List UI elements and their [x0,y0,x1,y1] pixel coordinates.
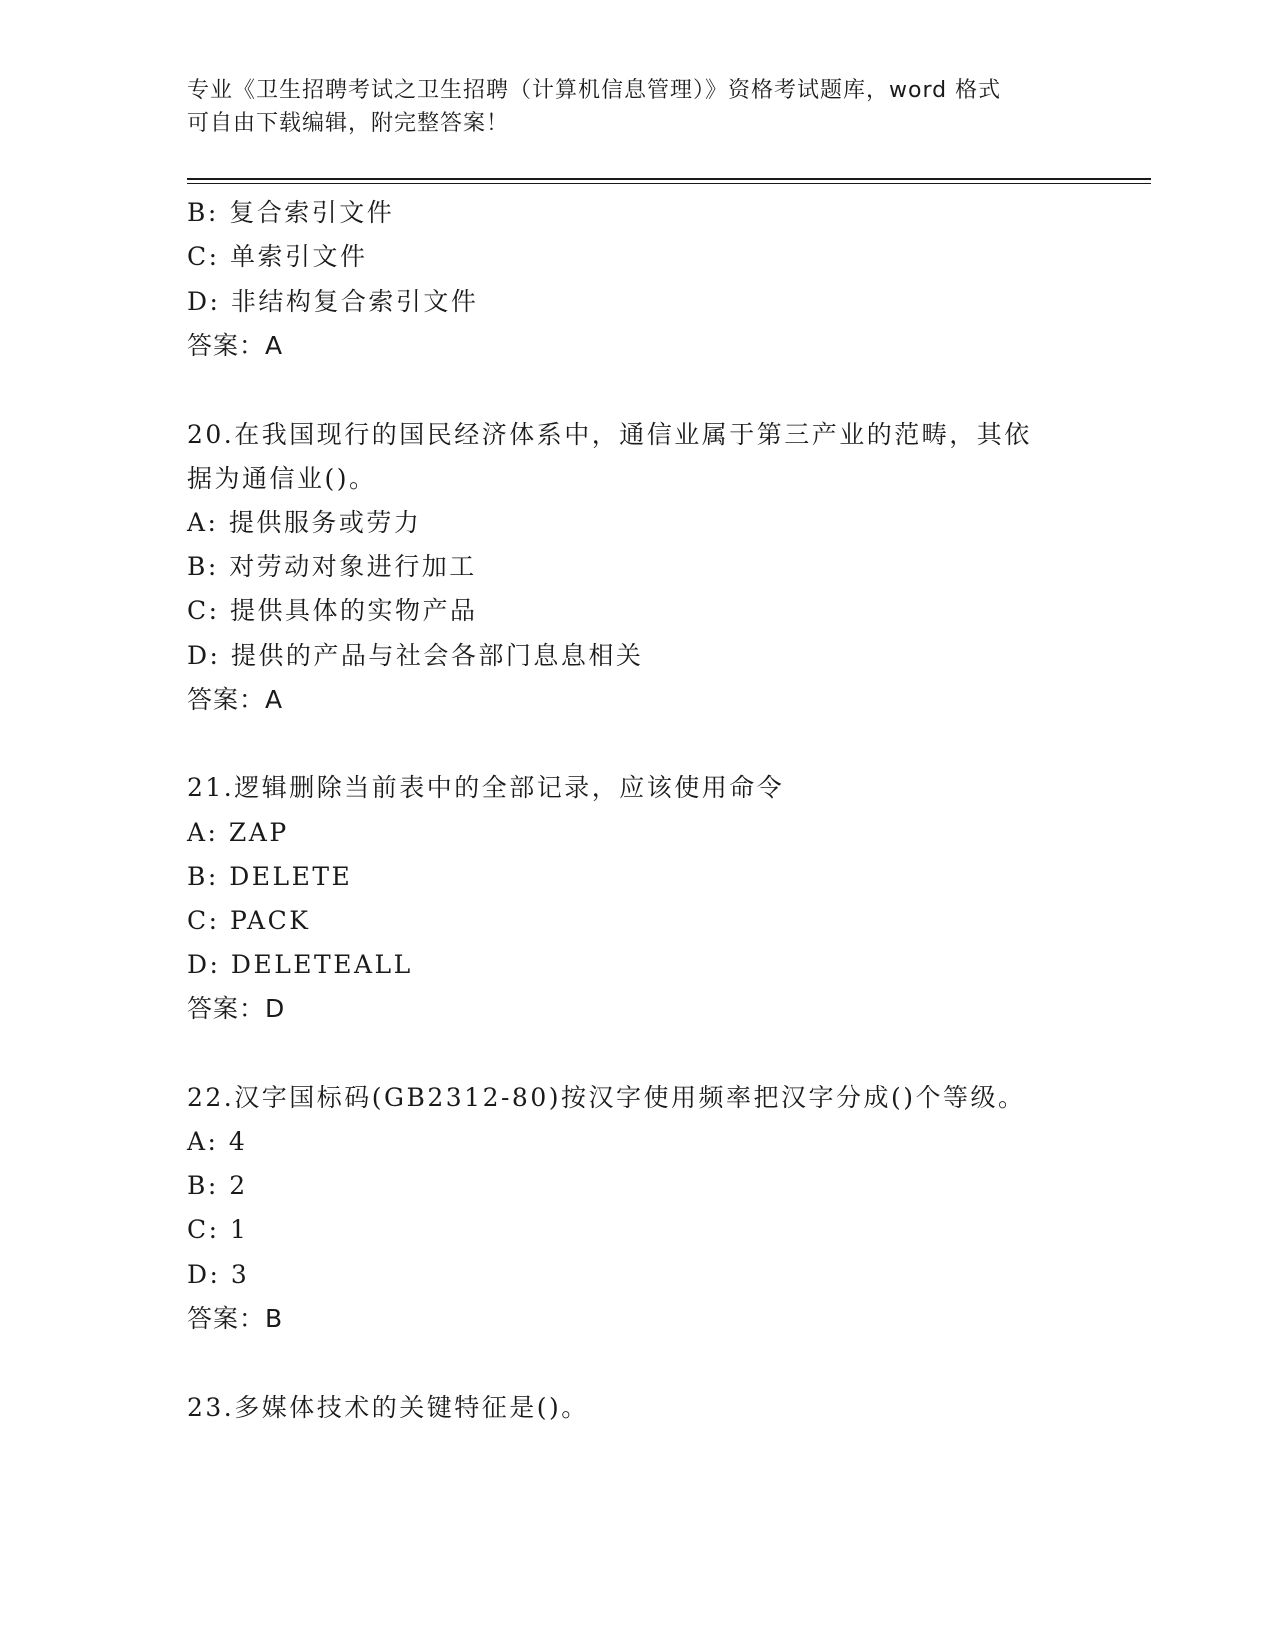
header-title-line-1: 专业《卫生招聘考试之卫生招聘（计算机信息管理）》资格考试题库，word 格式 [187,78,1002,103]
q23-stem: 23.多媒体技术的关键特征是()。 [187,1393,589,1422]
prev-option-b: B: 复合索引文件 [187,198,395,227]
q22-option-b: B: 2 [187,1171,248,1200]
q22-stem: 22.汉字国标码(GB2312-80)按汉字使用频率把汉字分成()个等级。 [187,1083,1026,1112]
q20-stem-line-1: 20.在我国现行的国民经济体系中，通信业属于第三产业的范畴，其依 [187,420,1032,449]
q20-option-a: A: 提供服务或劳力 [187,508,422,537]
q20-option-d: D: 提供的产品与社会各部门息息相关 [187,641,644,670]
prev-option-d: D: 非结构复合索引文件 [187,287,479,316]
header-title-line-2: 可自由下载编辑，附完整答案！ [187,111,510,136]
q20-option-b: B: 对劳动对象进行加工 [187,552,477,581]
prev-option-c: C: 单索引文件 [187,242,368,271]
q22-answer: 答案：B [187,1304,284,1333]
q21-option-a: A: ZAP [187,818,289,847]
q22-option-d: D: 3 [187,1260,250,1289]
q22-option-a: A: 4 [187,1127,248,1156]
q20-option-c: C: 提供具体的实物产品 [187,596,478,625]
q21-option-b: B: DELETE [187,862,353,891]
q22-option-c: C: 1 [187,1215,249,1244]
q20-stem-line-2: 据为通信业()。 [187,464,377,493]
q20-answer: 答案：A [187,685,284,714]
q21-stem: 21.逻辑删除当前表中的全部记录，应该使用命令 [187,773,785,802]
prev-answer: 答案：A [187,331,284,360]
q21-option-d: D: DELETEALL [187,950,413,979]
header-divider-thin [187,183,1151,184]
document-header [187,74,1087,140]
header-divider [187,178,1151,180]
q21-answer: 答案：D [187,994,286,1023]
q21-option-c: C: PACK [187,906,311,935]
